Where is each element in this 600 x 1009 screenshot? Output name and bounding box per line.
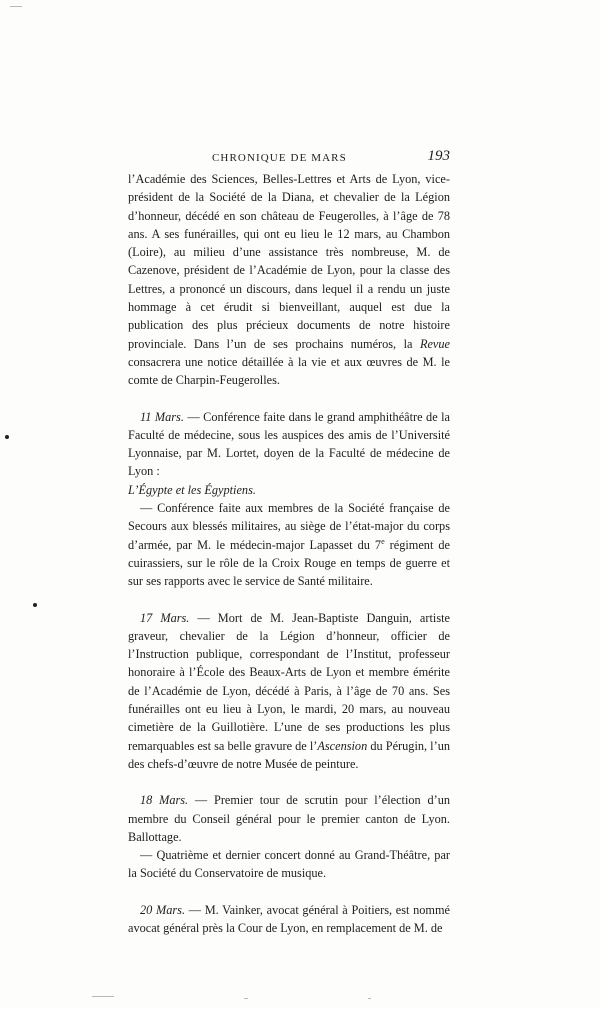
margin-dot xyxy=(5,435,9,439)
continuation-paragraph: l’Académie des Sciences, Belles-Lettres et Arts de Lyon, vice-président de la Société de la Diana, et chevalier de la Légion d’honneur, décédé en son château de Feugerolles, à l’âge de 78 ans. A ses funérailles, qui ont eu lieu le 12 mars, au Chambon (Loire), au milieu d’une assistance très nombreuse, M. de Cazenove, président de l’Académie de Lyon, pour la classe des Lettres, a prononcé un discours, dans lequel il a rendu un juste hommage à cet érudit si bienveillant, auquel est due la publication des plus précieux documents de notre histoire provinciale. Dans l’un de ses prochains numéros, la Revue consacrera une notice détaillée à la vie et aux œuvres de M. le comte de Charpin-Feugerolles. xyxy=(128,172,450,388)
paper-mark xyxy=(368,998,371,999)
margin-dot xyxy=(33,603,37,607)
entry-20-mars: 20 Mars. — M. Vainker, avocat général à Poitiers, est nommé avocat général près la Cour de Lyon, en remplacement de M. de xyxy=(128,902,450,935)
entry-date: 17 Mars. xyxy=(140,610,190,625)
running-title: CHRONIQUE DE MARS xyxy=(212,152,347,164)
lecture-title: L’Égypte et les Égyptiens. xyxy=(128,482,256,497)
revue-title: Revue xyxy=(419,336,450,351)
paper-mark xyxy=(92,996,114,997)
paper-mark xyxy=(10,6,22,7)
body-text xyxy=(128,170,450,937)
ascension-title: Ascension xyxy=(317,738,368,753)
entry-11-mars: 11 Mars. — Conférence faite dans le grand amphithéâtre de la Faculté de médecine, sous les auspices des amis de l’Université Lyonnaise, par M. Lortet, doyen de la Faculté de médecine de Lyon : L’Égypte et les Égyptiens. xyxy=(128,409,450,497)
entry-17-mars: 17 Mars. — Mort de M. Jean-Baptiste Danguin, artiste graveur, chevalier de la Légion d’honneur, officier de l’Instruction publique, correspondant de l’Institut, professeur honoraire à l’École des Beaux-Arts de Lyon et membre émérite de l’Académie de Lyon, décédé à Paris, à l’âge de 70 ans. Ses funérailles ont eu lieu à Lyon, le mardi, 20 mars, au nouveau cimetière de la Guillotière. L’une de ses productions les plus remarquables est sa belle gravure de l’Ascension du Pérugin, l’un des chefs-d’œuvre de notre Musée de peinture. xyxy=(128,610,450,771)
entry-11-mars-second: — Conférence faite aux membres de la Société française de Secours aux blessés militaires, au siège de l’état-major du corps d’armée, par M. le médecin-major Lapasset du 7e régiment de cuirassiers, sur le rôle de la Croix Rouge en temps de guerre et sur ses rapports avec le service de Santé militaire. xyxy=(128,501,450,589)
page-header xyxy=(128,150,450,170)
paper-mark xyxy=(244,998,248,999)
entry-date: 11 Mars. xyxy=(140,409,184,424)
entry-date: 18 Mars. xyxy=(140,793,189,808)
entry-18-mars-second: — Quatrième et dernier concert donné au Grand-Théâtre, par la Société du Conservatoire de musique. xyxy=(128,848,450,881)
entry-18-mars: 18 Mars. — Premier tour de scrutin pour l’élection d’un membre du Conseil général pour le premier canton de Lyon. Ballottage. xyxy=(128,793,450,844)
entry-date: 20 Mars. xyxy=(140,902,186,917)
page-number: 193 xyxy=(427,148,450,164)
